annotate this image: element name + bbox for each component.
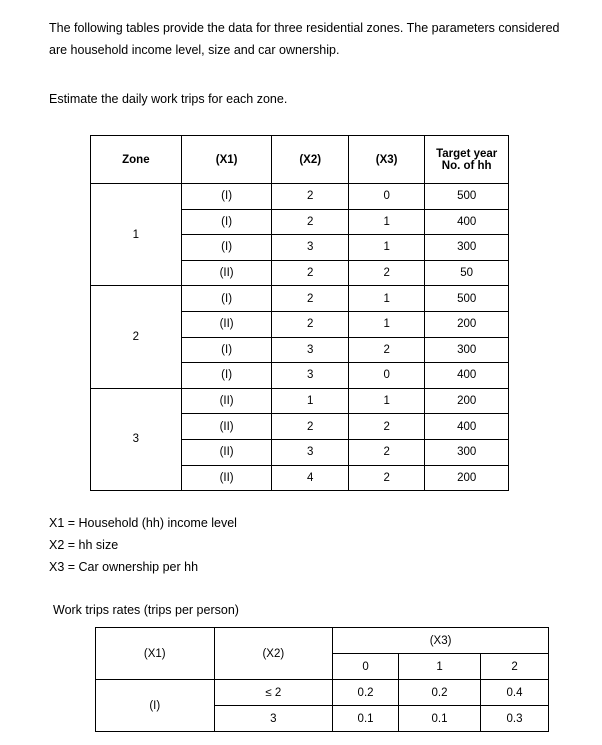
hh-cell: 300 [425, 235, 509, 261]
hh-cell: 400 [425, 209, 509, 235]
hh-cell: 500 [425, 286, 509, 312]
x3-cell: 2 [348, 414, 424, 440]
x1-cell: (I) [181, 235, 272, 261]
x1-cell: (I) [181, 363, 272, 389]
header-x2: (X2) [214, 628, 333, 680]
zone-cell: 3 [91, 388, 182, 490]
x2-cell: 1 [272, 388, 348, 414]
x3-cell: 2 [348, 260, 424, 286]
hh-cell: 200 [425, 465, 509, 491]
x2-cell: 2 [272, 414, 348, 440]
hh-cell: 400 [425, 363, 509, 389]
x1-cell: (I) [181, 209, 272, 235]
x3-cell: 2 [348, 337, 424, 363]
zone-cell: 1 [91, 184, 182, 286]
hh-cell: 50 [425, 260, 509, 286]
x2-cell: 3 [272, 337, 348, 363]
x1-cell: (I) [181, 337, 272, 363]
hh-cell: 400 [425, 414, 509, 440]
x1-cell: (I) [181, 286, 272, 312]
x3-cell: 0 [348, 363, 424, 389]
x1-cell: (II) [181, 439, 272, 465]
x3-value: 2 [481, 654, 549, 680]
x2-cell: 2 [272, 260, 348, 286]
x2-cell: 2 [272, 184, 348, 210]
x2-cell: 3 [214, 706, 333, 732]
zone-table-header-row [91, 136, 509, 184]
x2-cell: 2 [272, 311, 348, 337]
header-x1: (X1) [181, 136, 272, 184]
header-x1: (X1) [96, 628, 215, 680]
table-row [91, 286, 509, 312]
x3-cell: 1 [348, 311, 424, 337]
legend-x2: X2 = hh size [49, 538, 119, 552]
x2-cell: 2 [272, 286, 348, 312]
rate-cell: 0.2 [398, 680, 480, 706]
hh-cell: 500 [425, 184, 509, 210]
x2-cell: 3 [272, 439, 348, 465]
hh-cell: 200 [425, 388, 509, 414]
hh-cell: 300 [425, 337, 509, 363]
rate-cell: 0.4 [481, 680, 549, 706]
x1-cell: (II) [181, 311, 272, 337]
x3-cell: 1 [348, 388, 424, 414]
x3-cell: 1 [348, 209, 424, 235]
x3-cell: 0 [348, 184, 424, 210]
table-row [91, 184, 509, 210]
trip-rates-caption: Work trips rates (trips per person) [53, 603, 239, 617]
x2-cell: 3 [272, 235, 348, 261]
legend-x3: X3 = Car ownership per hh [49, 560, 199, 574]
zone-cell: 2 [91, 286, 182, 388]
x2-cell: 4 [272, 465, 348, 491]
x3-cell: 2 [348, 465, 424, 491]
header-x3: (X3) [333, 628, 549, 654]
header-x2: (X2) [272, 136, 348, 184]
trip-rates-header-row [96, 628, 549, 654]
trip-rates-table [95, 627, 549, 732]
x2-cell: 2 [272, 209, 348, 235]
x1-cell: (I) [181, 184, 272, 210]
income-cell: (I) [96, 680, 215, 732]
rate-cell: 0.2 [333, 680, 399, 706]
x1-cell: (II) [181, 260, 272, 286]
task-instruction: Estimate the daily work trips for each zone. [49, 92, 288, 106]
table-row [96, 680, 549, 706]
header-x3: (X3) [348, 136, 424, 184]
x1-cell: (II) [181, 388, 272, 414]
header-zone: Zone [91, 136, 182, 184]
x3-cell: 1 [348, 235, 424, 261]
legend-x1: X1 = Household (hh) income level [49, 516, 237, 530]
table-row [91, 388, 509, 414]
x3-cell: 1 [348, 286, 424, 312]
rate-cell: 0.1 [333, 706, 399, 732]
x1-cell: (II) [181, 465, 272, 491]
zone-data-table [90, 135, 509, 491]
x1-cell: (II) [181, 414, 272, 440]
hh-cell: 300 [425, 439, 509, 465]
x3-value: 0 [333, 654, 399, 680]
x3-value: 1 [398, 654, 480, 680]
x2-cell: ≤ 2 [214, 680, 333, 706]
hh-cell: 200 [425, 311, 509, 337]
header-target-hh: Target year No. of hh [425, 136, 509, 184]
intro-paragraph: The following tables provide the data for three residential zones. The parameters considered are household income level, size and car ownership. [49, 21, 560, 57]
x2-cell: 3 [272, 363, 348, 389]
rate-cell: 0.3 [481, 706, 549, 732]
x3-cell: 2 [348, 439, 424, 465]
rate-cell: 0.1 [398, 706, 480, 732]
variable-legend [49, 512, 237, 578]
